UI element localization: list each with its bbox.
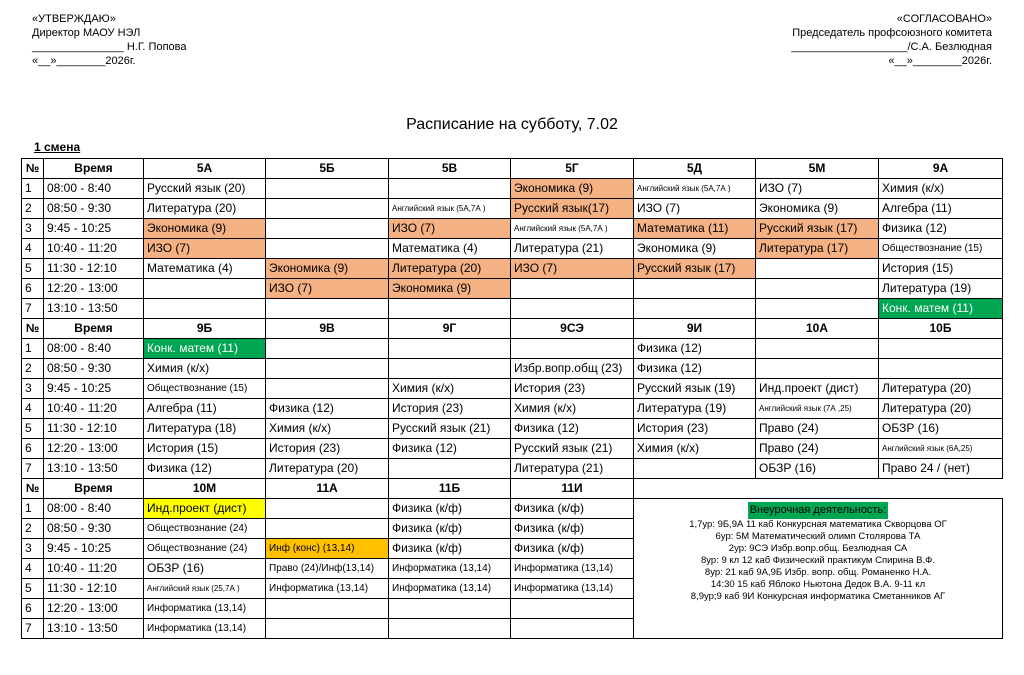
- lesson-time: 08:50 - 9:30: [44, 519, 144, 539]
- lesson-cell: Литература (20): [879, 399, 1003, 419]
- agreement-date: «__»________2026г.: [888, 55, 992, 67]
- lesson-number: 4: [22, 239, 44, 259]
- lesson-cell: Физика (к/ф): [511, 539, 634, 559]
- lesson-cell: [266, 239, 389, 259]
- lesson-cell: [266, 299, 389, 319]
- lesson-time: 9:45 - 10:25: [44, 539, 144, 559]
- lesson-cell: Информатика (13,14): [511, 559, 634, 579]
- lesson-cell: Физика (к/ф): [389, 499, 511, 519]
- block2-lesson-row: [22, 339, 1003, 359]
- lesson-cell: Избр.вопр.общ (23): [511, 359, 634, 379]
- block2-header-row: [22, 319, 1003, 339]
- lesson-time: 08:00 - 8:40: [44, 179, 144, 199]
- agreement-signature: ___________________/С.А. Безлюдная: [791, 41, 992, 53]
- lesson-number: 6: [22, 599, 44, 619]
- block1-col-header: 5А: [144, 159, 266, 179]
- lesson-cell: Английский язык (25,7А ): [144, 579, 266, 599]
- lesson-cell: [511, 339, 634, 359]
- lesson-number: 4: [22, 559, 44, 579]
- lesson-cell: Право (24)/Инф(13,14): [266, 559, 389, 579]
- lesson-time: 11:30 - 12:10: [44, 259, 144, 279]
- lesson-cell: Физика (12): [634, 359, 756, 379]
- lesson-cell: Информатика (13,14): [389, 579, 511, 599]
- lesson-cell: Инд.проект (дист): [756, 379, 879, 399]
- approval-heading: «УТВЕРЖДАЮ»: [32, 13, 116, 25]
- extracurricular-item: 8ур: 21 каб 9А,9Б Избр. вопр. общ. Романенко Н.А.: [704, 567, 932, 578]
- lesson-cell: Математика (4): [144, 259, 266, 279]
- lesson-cell: Инф (конс) (13,14): [266, 539, 389, 559]
- lesson-cell: Математика (4): [389, 239, 511, 259]
- lesson-cell: ИЗО (7): [389, 219, 511, 239]
- lesson-cell: Химия (к/х): [879, 179, 1003, 199]
- block3-header-row: [22, 479, 1003, 499]
- lesson-cell: ОБЗР (16): [756, 459, 879, 479]
- lesson-cell: Физика (12): [389, 439, 511, 459]
- lesson-time: 13:10 - 13:50: [44, 619, 144, 639]
- lesson-time: 08:50 - 9:30: [44, 359, 144, 379]
- block1-header-row: [22, 159, 1003, 179]
- lesson-time: 08:00 - 8:40: [44, 499, 144, 519]
- agreement-block: [791, 12, 992, 68]
- lesson-cell: Русский язык(17): [511, 199, 634, 219]
- lesson-cell: Химия (к/х): [389, 379, 511, 399]
- lesson-cell: Информатика (13,14): [389, 559, 511, 579]
- block1-col-header: 5М: [756, 159, 879, 179]
- block1-col-header: 5Д: [634, 159, 756, 179]
- lesson-cell: [266, 519, 389, 539]
- lesson-cell: Экономика (9): [511, 179, 634, 199]
- block2-lesson-row: [22, 459, 1003, 479]
- lesson-cell: Литература (17): [756, 239, 879, 259]
- block1-lesson-row: [22, 259, 1003, 279]
- block2-lesson-row: [22, 419, 1003, 439]
- lesson-cell: Физика (12): [144, 459, 266, 479]
- block3-col-header: Время: [44, 479, 144, 499]
- extracurricular-item: 8ур: 9 кл 12 каб Физический практикум Спирина В.Ф.: [701, 555, 935, 566]
- block2-col-header: 10А: [756, 319, 879, 339]
- lesson-cell: История (23): [389, 399, 511, 419]
- extracurricular-item: 1,7ур: 9Б,9А 11 каб Конкурсная математика Скворцова ОГ: [689, 519, 947, 530]
- lesson-number: 6: [22, 279, 44, 299]
- shift-label: 1 смена: [34, 140, 81, 154]
- lesson-cell: Литература (18): [144, 419, 266, 439]
- lesson-cell: [634, 299, 756, 319]
- lesson-cell: [389, 459, 511, 479]
- block1-lesson-row: [22, 199, 1003, 219]
- header-spacer: [634, 479, 1003, 499]
- lesson-number: 7: [22, 619, 44, 639]
- lesson-time: 11:30 - 12:10: [44, 579, 144, 599]
- agreement-heading: «СОГЛАСОВАНО»: [896, 13, 992, 25]
- lesson-time: 12:20 - 13:00: [44, 599, 144, 619]
- lesson-time: 13:10 - 13:50: [44, 459, 144, 479]
- lesson-cell: ИЗО (7): [266, 279, 389, 299]
- lesson-cell: ИЗО (7): [144, 239, 266, 259]
- lesson-cell: Физика (к/ф): [511, 519, 634, 539]
- lesson-cell: [389, 299, 511, 319]
- block1-lesson-row: [22, 279, 1003, 299]
- lesson-cell: Физика (12): [634, 339, 756, 359]
- lesson-cell: Конк. матем (11): [144, 339, 266, 359]
- lesson-cell: [511, 599, 634, 619]
- lesson-cell: Инд.проект (дист): [144, 499, 266, 519]
- extracurricular-item: 6ур: 5М Математический олимп Столярова ТА: [715, 531, 921, 542]
- lesson-cell: [266, 379, 389, 399]
- lesson-cell: Литература (20): [266, 459, 389, 479]
- lesson-cell: Информатика (13,14): [144, 599, 266, 619]
- lesson-number: 2: [22, 519, 44, 539]
- lesson-number: 7: [22, 459, 44, 479]
- lesson-cell: Русский язык (21): [511, 439, 634, 459]
- lesson-cell: Физика (12): [511, 419, 634, 439]
- lesson-cell: Алгебра (11): [144, 399, 266, 419]
- lesson-cell: Экономика (9): [266, 259, 389, 279]
- lesson-cell: Обществознание (15): [144, 379, 266, 399]
- block1-lesson-row: [22, 299, 1003, 319]
- lesson-cell: Физика (12): [266, 399, 389, 419]
- lesson-cell: Русский язык (20): [144, 179, 266, 199]
- lesson-cell: Литература (19): [634, 399, 756, 419]
- lesson-cell: Химия (к/х): [266, 419, 389, 439]
- lesson-time: 9:45 - 10:25: [44, 219, 144, 239]
- lesson-number: 3: [22, 219, 44, 239]
- lesson-cell: Английский язык (5А,7А ): [389, 199, 511, 219]
- lesson-cell: [389, 599, 511, 619]
- approval-date: «__»________2026г.: [32, 55, 136, 67]
- lesson-cell: Литература (20): [879, 379, 1003, 399]
- lesson-number: 7: [22, 299, 44, 319]
- lesson-cell: [511, 619, 634, 639]
- lesson-number: 5: [22, 579, 44, 599]
- lesson-time: 10:40 - 11:20: [44, 559, 144, 579]
- lesson-cell: Английский язык (5А,7А ): [634, 179, 756, 199]
- lesson-time: 9:45 - 10:25: [44, 379, 144, 399]
- lesson-cell: [266, 599, 389, 619]
- lesson-cell: [634, 459, 756, 479]
- block1-col-header: №: [22, 159, 44, 179]
- lesson-cell: Английский язык (6А,25): [879, 439, 1003, 459]
- lesson-number: 1: [22, 499, 44, 519]
- lesson-number: 1: [22, 179, 44, 199]
- lesson-cell: [756, 299, 879, 319]
- block1-col-header: 5Г: [511, 159, 634, 179]
- lesson-cell: Физика (к/ф): [511, 499, 634, 519]
- lesson-cell: Русский язык (21): [389, 419, 511, 439]
- lesson-cell: [389, 619, 511, 639]
- lesson-cell: [266, 219, 389, 239]
- lesson-time: 12:20 - 13:00: [44, 439, 144, 459]
- lesson-cell: [756, 279, 879, 299]
- lesson-cell: [389, 179, 511, 199]
- lesson-cell: История (23): [634, 419, 756, 439]
- lesson-cell: [511, 279, 634, 299]
- lesson-cell: Обществознание (24): [144, 539, 266, 559]
- lesson-time: 12:20 - 13:00: [44, 279, 144, 299]
- block2-col-header: №: [22, 319, 44, 339]
- lesson-cell: Литература (20): [389, 259, 511, 279]
- lesson-cell: [266, 499, 389, 519]
- page-title: Расписание на субботу, 7.02: [406, 116, 618, 133]
- lesson-cell: [756, 359, 879, 379]
- lesson-time: 10:40 - 11:20: [44, 239, 144, 259]
- lesson-time: 13:10 - 13:50: [44, 299, 144, 319]
- block2-lesson-row: [22, 359, 1003, 379]
- block3-lesson-row: [22, 499, 1003, 519]
- lesson-cell: [389, 339, 511, 359]
- lesson-cell: Химия (к/х): [144, 359, 266, 379]
- block2-lesson-row: [22, 399, 1003, 419]
- lesson-cell: ИЗО (7): [511, 259, 634, 279]
- lesson-cell: История (15): [144, 439, 266, 459]
- lesson-cell: [266, 199, 389, 219]
- lesson-cell: Химия (к/х): [634, 439, 756, 459]
- lesson-number: 6: [22, 439, 44, 459]
- lesson-cell: Информатика (13,14): [266, 579, 389, 599]
- lesson-cell: Информатика (13,14): [144, 619, 266, 639]
- lesson-number: 5: [22, 419, 44, 439]
- extracurricular-panel: [634, 499, 1003, 639]
- lesson-cell: ОБЗР (16): [879, 419, 1003, 439]
- lesson-number: 2: [22, 359, 44, 379]
- lesson-cell: Английский язык (7А ,25): [756, 399, 879, 419]
- lesson-cell: Экономика (9): [144, 219, 266, 239]
- lesson-cell: [879, 359, 1003, 379]
- block1-lesson-row: [22, 179, 1003, 199]
- block2-col-header: 9Г: [389, 319, 511, 339]
- lesson-cell: Право (24): [756, 439, 879, 459]
- lesson-cell: Русский язык (19): [634, 379, 756, 399]
- block1-col-header: 5В: [389, 159, 511, 179]
- lesson-cell: ОБЗР (16): [144, 559, 266, 579]
- lesson-cell: Физика (к/ф): [389, 519, 511, 539]
- lesson-cell: Конк. матем (11): [879, 299, 1003, 319]
- extracurricular-item: 8,9ур;9 каб 9И Конкурсная информатика Сметанников АГ: [690, 591, 946, 602]
- block2-col-header: 9В: [266, 319, 389, 339]
- block2-col-header: 9СЭ: [511, 319, 634, 339]
- lesson-cell: Английский язык (5А,7А ): [511, 219, 634, 239]
- extracurricular-item: 2ур: 9СЭ Избр.вопр.общ. Безлюдная СА: [728, 543, 908, 554]
- lesson-cell: Литература (21): [511, 459, 634, 479]
- lesson-cell: Право 24 / (нет): [879, 459, 1003, 479]
- lesson-cell: [266, 339, 389, 359]
- lesson-cell: [266, 179, 389, 199]
- lesson-cell: [879, 339, 1003, 359]
- lesson-cell: [144, 299, 266, 319]
- lesson-cell: [756, 259, 879, 279]
- block2-col-header: 9Б: [144, 319, 266, 339]
- lesson-number: 1: [22, 339, 44, 359]
- lesson-number: 3: [22, 379, 44, 399]
- lesson-time: 10:40 - 11:20: [44, 399, 144, 419]
- schedule-table: [21, 158, 1003, 639]
- block3-col-header: 11И: [511, 479, 634, 499]
- lesson-cell: Обществознание (15): [879, 239, 1003, 259]
- block1-lesson-row: [22, 219, 1003, 239]
- approval-block: [32, 12, 186, 68]
- lesson-cell: [144, 279, 266, 299]
- block2-lesson-row: [22, 379, 1003, 399]
- lesson-cell: ИЗО (7): [634, 199, 756, 219]
- block1-col-header: Время: [44, 159, 144, 179]
- lesson-cell: Физика (12): [879, 219, 1003, 239]
- lesson-cell: Экономика (9): [756, 199, 879, 219]
- lesson-cell: [511, 299, 634, 319]
- block3-col-header: №: [22, 479, 44, 499]
- extracurricular-title: Внеурочная деятельность:: [748, 502, 889, 519]
- agreement-position: Председатель профсоюзного комитета: [792, 27, 992, 39]
- approval-signature: _______________ Н.Г. Попова: [32, 41, 187, 53]
- lesson-cell: [634, 279, 756, 299]
- block2-col-header: 10Б: [879, 319, 1003, 339]
- lesson-cell: ИЗО (7): [756, 179, 879, 199]
- lesson-cell: Литература (19): [879, 279, 1003, 299]
- lesson-cell: Обществознание (24): [144, 519, 266, 539]
- lesson-cell: Математика (11): [634, 219, 756, 239]
- lesson-number: 2: [22, 199, 44, 219]
- lesson-number: 3: [22, 539, 44, 559]
- lesson-time: 08:00 - 8:40: [44, 339, 144, 359]
- lesson-cell: Химия (к/х): [511, 399, 634, 419]
- lesson-cell: Экономика (9): [389, 279, 511, 299]
- block3-col-header: 11А: [266, 479, 389, 499]
- lesson-cell: История (15): [879, 259, 1003, 279]
- block1-col-header: 5Б: [266, 159, 389, 179]
- lesson-cell: Русский язык (17): [634, 259, 756, 279]
- extracurricular-item: 14:30 15 каб Яблоко Ньютона Дедок В.А. 9-11 кл: [710, 579, 926, 590]
- lesson-cell: Право (24): [756, 419, 879, 439]
- lesson-cell: [389, 359, 511, 379]
- lesson-cell: Информатика (13,14): [511, 579, 634, 599]
- lesson-cell: Литература (21): [511, 239, 634, 259]
- lesson-cell: Русский язык (17): [756, 219, 879, 239]
- lesson-cell: Алгебра (11): [879, 199, 1003, 219]
- lesson-number: 4: [22, 399, 44, 419]
- block2-col-header: Время: [44, 319, 144, 339]
- lesson-time: 08:50 - 9:30: [44, 199, 144, 219]
- lesson-cell: Физика (к/ф): [389, 539, 511, 559]
- lesson-cell: Литература (20): [144, 199, 266, 219]
- block2-lesson-row: [22, 439, 1003, 459]
- block1-lesson-row: [22, 239, 1003, 259]
- lesson-cell: [266, 359, 389, 379]
- lesson-cell: История (23): [511, 379, 634, 399]
- block3-col-header: 11Б: [389, 479, 511, 499]
- block2-col-header: 9И: [634, 319, 756, 339]
- lesson-number: 5: [22, 259, 44, 279]
- lesson-time: 11:30 - 12:10: [44, 419, 144, 439]
- lesson-cell: Экономика (9): [634, 239, 756, 259]
- block3-col-header: 10М: [144, 479, 266, 499]
- block1-col-header: 9А: [879, 159, 1003, 179]
- approval-position: Директор МАОУ НЭЛ: [32, 27, 141, 39]
- lesson-cell: История (23): [266, 439, 389, 459]
- lesson-cell: [756, 339, 879, 359]
- lesson-cell: [266, 619, 389, 639]
